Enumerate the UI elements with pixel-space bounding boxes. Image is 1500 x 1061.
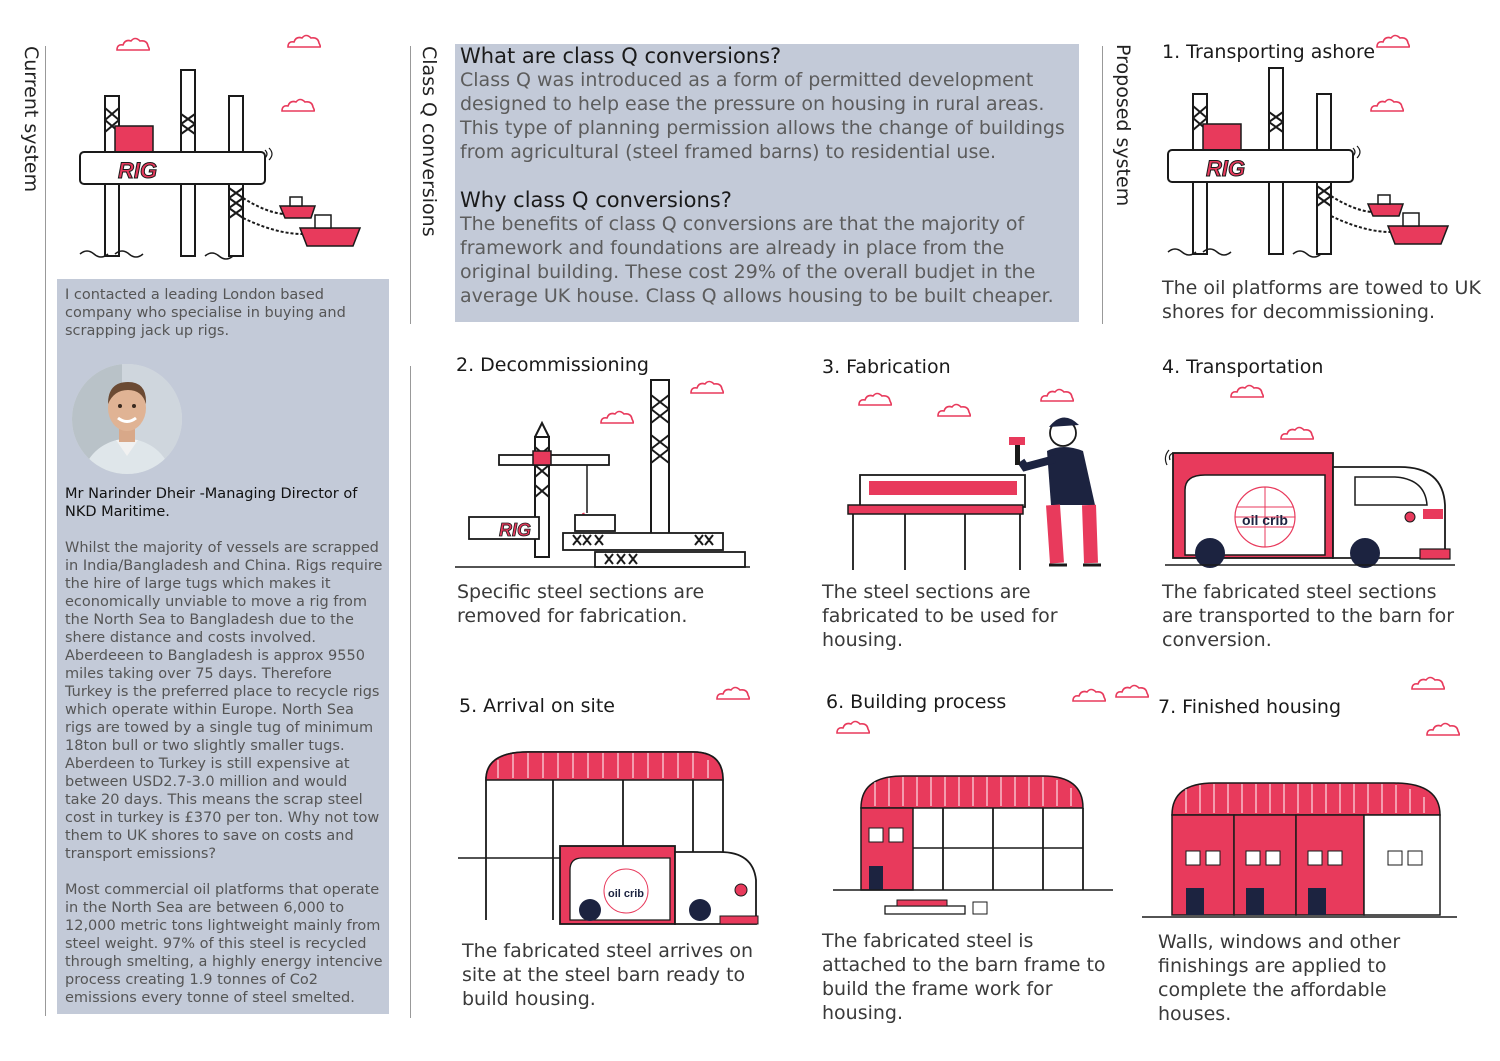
cloud-icon xyxy=(1426,722,1460,736)
cloud-icon xyxy=(1411,676,1445,690)
avatar xyxy=(72,364,182,474)
brand-label: oil crib xyxy=(1242,512,1288,528)
cloud-icon xyxy=(116,37,150,51)
cloud-icon xyxy=(858,392,892,406)
what-body: Class Q was introduced as a form of permitted development designed to help ease the pressure on housing in rural areas. This type of planning permission allows the change of buildings from agricultural (steel framed barns) to residential use. xyxy=(460,69,1065,163)
cloud-icon xyxy=(1040,388,1074,402)
step-5-caption: The fabricated steel arrives on site at the steel barn ready to build housing. xyxy=(462,940,753,1010)
cloud-icon xyxy=(716,686,750,700)
divider-proposed xyxy=(1102,46,1103,324)
cloud-icon xyxy=(1376,34,1410,48)
step-6-caption: The fabricated steel is attached to the barn frame to build the frame work for housing. xyxy=(822,930,1106,1024)
interview-panel xyxy=(57,279,389,1014)
cloud-icon xyxy=(836,720,870,734)
what-title: What are class Q conversions? xyxy=(460,44,782,68)
brand-label: oil crib xyxy=(607,888,645,900)
step-2-caption: Specific steel sections are removed for fabrication. xyxy=(457,581,705,627)
oil-rig-illustration xyxy=(75,68,375,268)
cloud-icon xyxy=(1230,384,1264,398)
arrival-on-site-illustration xyxy=(458,730,768,930)
cloud-icon xyxy=(287,34,321,48)
step-1-caption: The oil platforms are towed to UK shores for decommissioning. xyxy=(1162,277,1481,323)
step-6-title: 6. Building process xyxy=(826,691,1007,713)
divider-class-q-bottom xyxy=(410,366,411,1018)
why-body: The benefits of class Q conversions are that the majority of framework and foundations are already in place from the original building. These cost 29% of the overall budjet in the average UK house. Class Q allows housing to be built cheaper. xyxy=(460,213,1054,307)
label-proposed-system: Proposed system xyxy=(1112,44,1134,207)
step-7-title: 7. Finished housing xyxy=(1158,696,1342,718)
interview-para-1: Whilst the majority of vessels are scrapped in India/Bangladesh and China. Rigs require the hire of large tugs which makes it economically unviable to move a rig from the North Sea to Bangladesh due to the shere distance and costs involved. Aberdeeen to Bangladesh is approx 9550 miles taking over 75 days. Therefore Turkey is the preferred place to recycle rigs which operate within Europe. North Sea rigs are towed by a single tug of minimum 18ton bull or two slightly smaller tugs. Aberdeen to Turkey is still expensive at between USD2.7-3.0 million and would take 20 days. This means the scrap steel cost in turkey is £370 per ton. Why not tow them to UK shores to save on costs and transport emissions? xyxy=(65,540,383,862)
step-1-title: 1. Transporting ashore xyxy=(1162,41,1376,63)
why-title: Why class Q conversions? xyxy=(460,188,732,212)
rig-label: RIG xyxy=(499,520,532,540)
rig-label: RIG xyxy=(118,158,158,183)
finished-housing-illustration xyxy=(1142,775,1457,920)
label-current-system: Current system xyxy=(20,46,42,193)
cloud-icon xyxy=(1115,684,1149,698)
fabrication-worker-illustration xyxy=(845,405,1125,575)
interview-intro: I contacted a leading London based company who specialise in buying and scrapping jack up rigs. xyxy=(65,287,346,339)
oil-rig-tow-illustration xyxy=(1163,66,1463,266)
step-3-caption: The steel sections are fabricated to be used for housing. xyxy=(822,581,1058,651)
cloud-icon xyxy=(1280,426,1314,440)
label-class-q: Class Q conversions xyxy=(418,46,440,237)
oil-crib-truck-illustration xyxy=(1165,445,1455,575)
building-process-illustration xyxy=(833,768,1113,923)
interview-para-2: Most commercial oil platforms that operate in the North Sea are between 6,000 to 12,000 metric tons lightweight mainly from steel weight. 97% of this steel is recycled through smelting, a highly energy intencive process creating 1.9 tonnes of Co2 emissions every tonne of steel smelted. xyxy=(65,882,383,1006)
interviewee-name: Mr Narinder Dheir -Managing Director of NKD Maritime. xyxy=(65,486,358,520)
class-q-info-box xyxy=(455,44,1079,322)
step-7-caption: Walls, windows and other finishings are applied to complete the affordable houses. xyxy=(1158,931,1401,1025)
divider-left xyxy=(45,46,46,1016)
divider-class-q-top xyxy=(410,46,411,324)
step-4-title: 4. Transportation xyxy=(1162,356,1324,378)
step-4-caption: The fabricated steel sections are transported to the barn for conversion. xyxy=(1162,581,1455,651)
step-3-title: 3. Fabrication xyxy=(822,356,951,378)
cloud-icon xyxy=(1072,688,1106,702)
decommissioning-crane-illustration xyxy=(455,375,750,570)
rig-label: RIG xyxy=(1206,156,1246,181)
step-5-title: 5. Arrival on site xyxy=(459,695,615,717)
step-2-title: 2. Decommissioning xyxy=(456,354,649,376)
